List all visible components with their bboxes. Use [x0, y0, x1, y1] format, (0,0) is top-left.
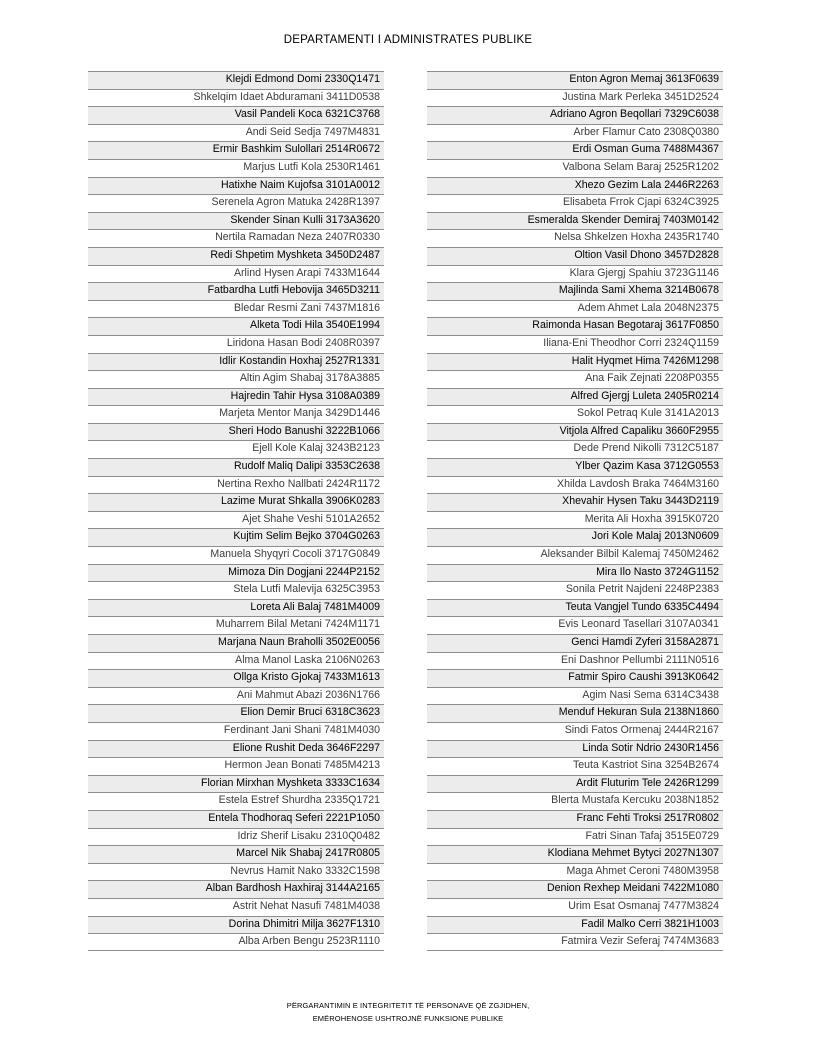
- footer-line-1: PËRGARANTIMIN E INTEGRITETIT TË PERSONAVE QË ZGJIDHEN,: [286, 1001, 530, 1010]
- list-item: Genci Hamdi Zyferi 3158A2871: [427, 634, 723, 652]
- list-item: Ylber Qazim Kasa 3712G0553: [427, 458, 723, 476]
- list-item: Fatbardha Lutfi Hebovija 3465D3211: [88, 282, 384, 300]
- list-item: Ollga Kristo Gjokaj 7433M1613: [88, 669, 384, 687]
- list-item: Shkelqim Idaet Abduramani 3411D0538: [88, 89, 384, 107]
- list-item: Franc Fehti Troksi 2517R0802: [427, 810, 723, 828]
- list-item: Andi Seid Sedja 7497M4831: [88, 124, 384, 142]
- list-item: Idriz Sherif Lisaku 2310Q0482: [88, 828, 384, 846]
- right-column: [427, 71, 723, 951]
- list-item: Entela Thodhoraq Seferi 2221P1050: [88, 810, 384, 828]
- list-item: Elione Rushit Deda 3646F2297: [88, 740, 384, 758]
- list-item: Alban Bardhosh Haxhiraj 3144A2165: [88, 880, 384, 898]
- list-item: Enton Agron Memaj 3613F0639: [427, 71, 723, 89]
- left-column: [88, 71, 384, 951]
- list-item: Urim Esat Osmanaj 7477M3824: [427, 898, 723, 916]
- list-item: Alba Arben Bengu 2523R1110: [88, 933, 384, 951]
- list-item: Justina Mark Perleka 3451D2524: [427, 89, 723, 107]
- list-item: Vitjola Alfred Capaliku 3660F2955: [427, 423, 723, 441]
- list-item: Nertina Rexho Nallbati 2424R1172: [88, 476, 384, 494]
- list-item: Astrit Nehat Nasufi 7481M4038: [88, 898, 384, 916]
- list-item: Raimonda Hasan Begotaraj 3617F0850: [427, 317, 723, 335]
- list-item: Erdi Osman Guma 7488M4367: [427, 141, 723, 159]
- list-item: Elisabeta Frrok Cjapi 6324C3925: [427, 194, 723, 212]
- list-item: Ana Faik Zejnati 2208P0355: [427, 370, 723, 388]
- list-item: Maga Ahmet Ceroni 7480M3958: [427, 863, 723, 881]
- list-item: Klodiana Mehmet Bytyci 2027N1307: [427, 845, 723, 863]
- list-item: Klejdi Edmond Domi 2330Q1471: [88, 71, 384, 89]
- list-item: Mimoza Din Dogjani 2244P2152: [88, 564, 384, 582]
- list-item: Liridona Hasan Bodi 2408R0397: [88, 335, 384, 353]
- list-item: Dede Prend Nikolli 7312C5187: [427, 440, 723, 458]
- list-item: Sheri Hodo Banushi 3222B1066: [88, 423, 384, 441]
- list-item: Teuta Vangjel Tundo 6335C4494: [427, 599, 723, 617]
- list-item: Xhezo Gezim Lala 2446R2263: [427, 177, 723, 195]
- list-item: Ermir Bashkim Sulollari 2514R0672: [88, 141, 384, 159]
- list-item: Nevrus Hamit Nako 3332C1598: [88, 863, 384, 881]
- list-item: Fatri Sinan Tafaj 3515E0729: [427, 828, 723, 846]
- list-item: Aleksander Bilbil Kalemaj 7450M2462: [427, 546, 723, 564]
- list-item: Nertila Ramadan Neza 2407R0330: [88, 229, 384, 247]
- list-item: Merita Ali Hoxha 3915K0720: [427, 511, 723, 529]
- list-item: Ani Mahmut Abazi 2036N1766: [88, 687, 384, 705]
- list-item: Xhilda Lavdosh Braka 7464M3160: [427, 476, 723, 494]
- list-item: Marjus Lutfi Kola 2530R1461: [88, 159, 384, 177]
- list-item: Adriano Agron Beqollari 7329C6038: [427, 106, 723, 124]
- list-item: Evis Leonard Tasellari 3107A0341: [427, 616, 723, 634]
- list-item: Altin Agim Shabaj 3178A3885: [88, 370, 384, 388]
- list-item: Serenela Agron Matuka 2428R1397: [88, 194, 384, 212]
- footer: [0, 999, 816, 1025]
- list-item: Sokol Petraq Kule 3141A2013: [427, 405, 723, 423]
- list-item: Arber Flamur Cato 2308Q0380: [427, 124, 723, 142]
- footer-line-2: EMËROHENOSE USHTROJNË FUNKSIONE PUBLIKE: [312, 1014, 504, 1023]
- list-item: Bledar Resmi Zani 7437M1816: [88, 300, 384, 318]
- list-item: Xhevahir Hysen Taku 3443D2119: [427, 493, 723, 511]
- list-item: Estela Estref Shurdha 2335Q1721: [88, 792, 384, 810]
- list-item: Mira Ilo Nasto 3724G1152: [427, 564, 723, 582]
- list-item: Ardit Fluturim Tele 2426R1299: [427, 775, 723, 793]
- list-item: Blerta Mustafa Kercuku 2038N1852: [427, 792, 723, 810]
- list-item: Kujtim Selim Bejko 3704G0263: [88, 528, 384, 546]
- list-item: Vasil Pandeli Koca 6321C3768: [88, 106, 384, 124]
- list-item: Nelsa Shkelzen Hoxha 2435R1740: [427, 229, 723, 247]
- list-item: Teuta Kastriot Sina 3254B2674: [427, 757, 723, 775]
- list-item: Agim Nasi Sema 6314C3438: [427, 687, 723, 705]
- list-item: Halit Hyqmet Hima 7426M1298: [427, 353, 723, 371]
- list-item: Adem Ahmet Lala 2048N2375: [427, 300, 723, 318]
- list-item: Denion Rexhep Meidani 7422M1080: [427, 880, 723, 898]
- list-item: Elion Demir Bruci 6318C3623: [88, 704, 384, 722]
- list-item: Alma Manol Laska 2106N0263: [88, 652, 384, 670]
- list-item: Fadil Malko Cerri 3821H1003: [427, 916, 723, 934]
- list-item: Arlind Hysen Arapi 7433M1644: [88, 265, 384, 283]
- list-item: Ejell Kole Kalaj 3243B2123: [88, 440, 384, 458]
- list-item: Ajet Shahe Veshi 5101A2652: [88, 511, 384, 529]
- list-item: Alfred Gjergj Luleta 2405R0214: [427, 388, 723, 406]
- list-item: Linda Sotir Ndrio 2430R1456: [427, 740, 723, 758]
- list-item: Sindi Fatos Ormenaj 2444R2167: [427, 722, 723, 740]
- list-item: Idlir Kostandin Hoxhaj 2527R1331: [88, 353, 384, 371]
- list-item: Hajredin Tahir Hysa 3108A0389: [88, 388, 384, 406]
- list-item: Stela Lutfi Malevija 6325C3953: [88, 581, 384, 599]
- list-item: Hermon Jean Bonati 7485M4213: [88, 757, 384, 775]
- list-item: Skender Sinan Kulli 3173A3620: [88, 212, 384, 230]
- list-item: Iliana-Eni Theodhor Corri 2324Q1159: [427, 335, 723, 353]
- list-item: Marjana Naun Braholli 3502E0056: [88, 634, 384, 652]
- list-item: Rudolf Maliq Dalipi 3353C2638: [88, 458, 384, 476]
- list-item: Marjeta Mentor Manja 3429D1446: [88, 405, 384, 423]
- list-item: Muharrem Bilal Metani 7424M1171: [88, 616, 384, 634]
- list-item: Alketa Todi Hila 3540E1994: [88, 317, 384, 335]
- list-item: Manuela Shyqyri Cocoli 3717G0849: [88, 546, 384, 564]
- list-item: Redi Shpetim Myshketa 3450D2487: [88, 247, 384, 265]
- page-title: DEPARTAMENTI I ADMINISTRATES PUBLIKE: [283, 34, 533, 46]
- list-item: Sonila Petrit Najdeni 2248P2383: [427, 581, 723, 599]
- list-item: Oltion Vasil Dhono 3457D2828: [427, 247, 723, 265]
- list-item: Esmeralda Skender Demiraj 7403M0142: [427, 212, 723, 230]
- list-item: Fatmir Spiro Caushi 3913K0642: [427, 669, 723, 687]
- list-item: Jori Kole Malaj 2013N0609: [427, 528, 723, 546]
- list-item: Klara Gjergj Spahiu 3723G1146: [427, 265, 723, 283]
- list-item: Valbona Selam Baraj 2525R1202: [427, 159, 723, 177]
- list-item: Menduf Hekuran Sula 2138N1860: [427, 704, 723, 722]
- list-item: Eni Dashnor Pellumbi 2111N0516: [427, 652, 723, 670]
- list-item: Florian Mirxhan Myshketa 3333C1634: [88, 775, 384, 793]
- list-item: Ferdinant Jani Shani 7481M4030: [88, 722, 384, 740]
- list-item: Loreta Ali Balaj 7481M4009: [88, 599, 384, 617]
- list-item: Hatixhe Naim Kujofsa 3101A0012: [88, 177, 384, 195]
- list-item: Fatmira Vezir Seferaj 7474M3683: [427, 933, 723, 951]
- list-item: Dorina Dhimitri Milja 3627F1310: [88, 916, 384, 934]
- list-item: Majlinda Sami Xhema 3214B0678: [427, 282, 723, 300]
- list-item: Lazime Murat Shkalla 3906K0283: [88, 493, 384, 511]
- list-item: Marcel Nik Shabaj 2417R0805: [88, 845, 384, 863]
